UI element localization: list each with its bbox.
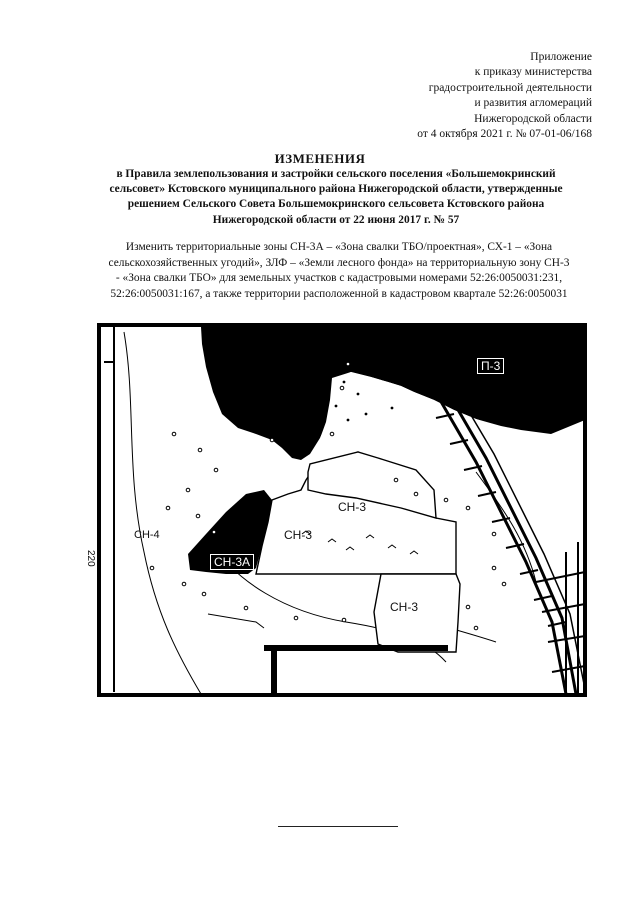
document-title: ИЗМЕНЕНИЯ xyxy=(274,151,366,166)
subtitle-line: в Правила землепользования и застройки сельского поселения «Большемокринский xyxy=(116,168,556,180)
zone-label-sn4: СН-4 xyxy=(134,529,160,541)
subtitle-line: сельсовет» Кстовского муниципального района Нижегородской области, утвержденные xyxy=(109,183,563,196)
document-subtitle xyxy=(86,167,586,228)
appendix-line: и развития агломераций xyxy=(474,97,592,110)
appendix-line: Нижегородской области xyxy=(474,112,592,125)
zone-label-sn3a: СН-3А xyxy=(210,554,254,570)
appendix-line: от 4 октября 2021 г. № 07-01-06/168 xyxy=(417,128,592,141)
subtitle-line: решением Сельского Совета Большемокринского сельсовета Кстовского района xyxy=(127,198,545,211)
footer-separator xyxy=(278,826,398,827)
zoning-map xyxy=(85,322,588,698)
zone-label-sn3-bottom: СН-3 xyxy=(390,600,419,614)
appendix-line: Приложение xyxy=(530,51,592,63)
appendix-line: градостроительной деятельности xyxy=(428,81,592,94)
zone-label-sn3-mid: СН-3 xyxy=(284,528,313,542)
zone-label-sn3-top: СН-3 xyxy=(338,500,367,514)
body-line: 52:26:0050031:167, а также территории расположенной в кадастровом квартале 52:26:0050031 xyxy=(110,287,568,300)
document-body xyxy=(72,240,606,302)
body-line: - «Зона свалки ТБО» для земельных участков с кадастровыми номерами 52:26:0050031:231, xyxy=(115,272,563,285)
subtitle-line: Нижегородской области от 22 июня 2017 г. № 57 xyxy=(212,213,460,226)
body-line: сельскохозяйственных угодий», ЗЛФ – «Земли лесного фонда» на территориальную зону СН-3 xyxy=(108,256,570,269)
appendix-block xyxy=(332,50,592,142)
zone-label-p3: П-3 xyxy=(477,358,504,374)
appendix-line: к приказу министерства xyxy=(474,66,592,79)
contour-label: 220 xyxy=(85,550,96,567)
body-line: Изменить территориальные зоны СН-3А – «Зона свалки ТБО/проектная», СХ-1 – «Зона xyxy=(125,241,553,253)
